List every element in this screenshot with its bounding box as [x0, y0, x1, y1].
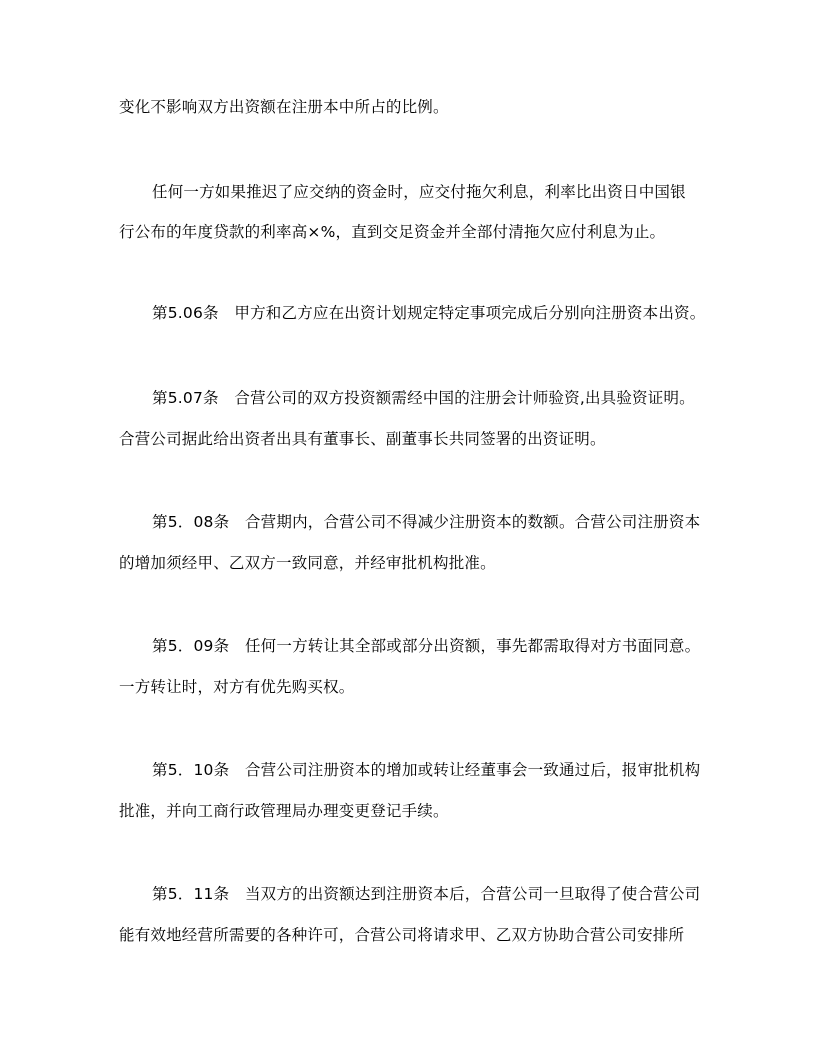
- article-5-11: 第5．11条 当双方的出资额达到注册资本后，合营公司一旦取得了使合营公司: [152, 885, 701, 903]
- article-5-07: 第5.07条 合营公司的双方投资额需经中国的注册会计师验资,出具验资证明。: [152, 389, 695, 407]
- text-line: 批准，并向工商行政管理局办理变更登记手续。: [119, 802, 449, 820]
- text-line: 一方转让时，对方有优先购买权。: [119, 678, 355, 696]
- text-line: 合营公司据此给出资者出具有董事长、副董事长共同签署的出资证明。: [119, 430, 606, 448]
- text-line: 的增加须经甲、乙双方一致同意，并经审批机构批准。: [119, 554, 496, 572]
- text-line: 能有效地经营所需要的各种许可，合营公司将请求甲、乙双方协助合营公司安排所: [119, 926, 685, 944]
- text-line: 变化不影响双方出资额在注册本中所占的比例。: [119, 98, 449, 116]
- text-line: 行公布的年度贷款的利率高×%，直到交足资金并全部付清拖欠应付利息为止。: [119, 223, 666, 241]
- article-5-06: 第5.06条 甲方和乙方应在出资计划规定特定事项完成后分别向注册资本出资。: [152, 304, 706, 322]
- article-5-10: 第5．10条 合营公司注册资本的增加或转让经董事会一致通过后，报审批机构: [152, 761, 701, 779]
- text-line: 任何一方如果推迟了应交纳的资金时，应交付拖欠利息，利率比出资日中国银: [152, 183, 686, 201]
- article-5-08: 第5．08条 合营期内，合营公司不得减少注册资本的数额。合营公司注册资本: [152, 513, 701, 531]
- article-5-09: 第5．09条 任何一方转让其全部或部分出资额，事先都需取得对方书面同意。: [152, 637, 701, 655]
